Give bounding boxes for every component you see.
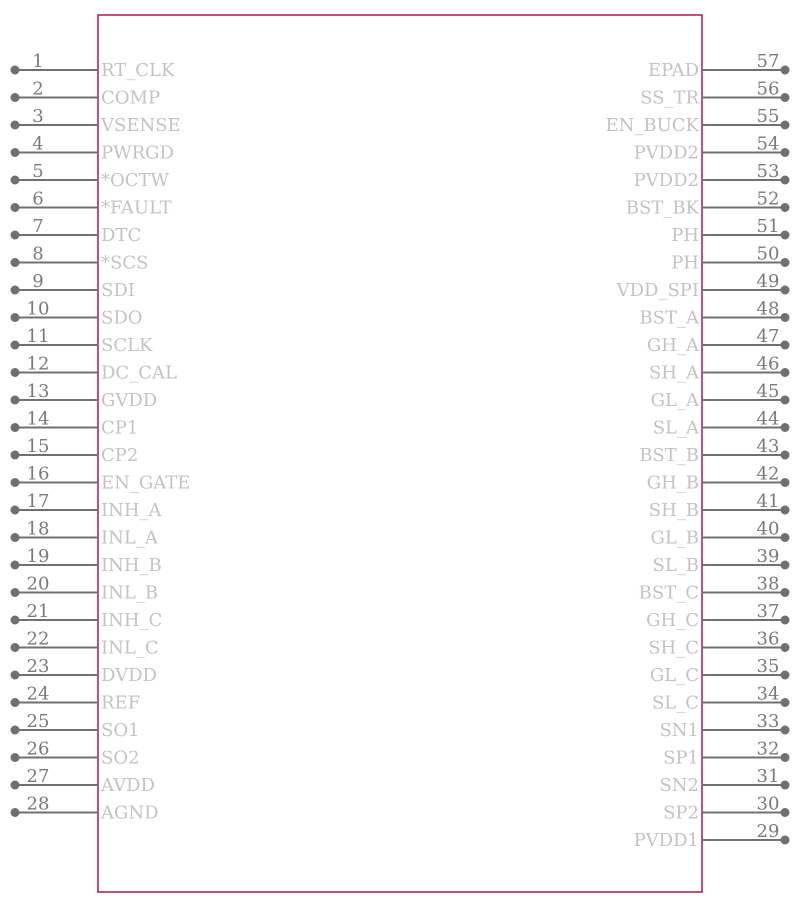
pin-25 (11, 711, 140, 741)
pin-33 (659, 711, 789, 741)
pin-name: GL_B (650, 527, 699, 549)
pin-name: DTC (101, 225, 142, 246)
pin-number: 38 (756, 573, 780, 595)
pin-name: SL_B (652, 555, 699, 576)
pin-number: 31 (756, 766, 780, 787)
pin-number: 16 (26, 463, 50, 485)
pin-name: GL_C (649, 665, 699, 686)
pin-name: REF (101, 692, 141, 714)
pin-39 (652, 546, 789, 576)
pin-number: 49 (756, 271, 780, 292)
pin-number: 20 (26, 573, 50, 595)
pin-name: *FAULT (101, 197, 172, 219)
pin-13 (11, 381, 158, 411)
pin-name: PWRGD (101, 142, 174, 164)
pin-end-dot (11, 753, 20, 762)
pin-name: *SCS (101, 252, 149, 274)
pin-number: 29 (756, 821, 780, 842)
pin-number: 4 (32, 133, 44, 155)
pin-end-dot (11, 66, 20, 75)
pin-47 (647, 326, 790, 356)
pin-name: SCLK (101, 335, 153, 356)
pin-end-dot (11, 781, 20, 790)
pin-number: 21 (26, 601, 50, 622)
pin-name: INL_C (101, 637, 159, 659)
pin-end-dot (11, 93, 20, 102)
pin-name: GVDD (101, 390, 158, 411)
pin-16 (11, 464, 191, 494)
pin-30 (663, 794, 789, 824)
pin-name: CP2 (101, 445, 139, 466)
pin-end-dot (11, 368, 20, 377)
pin-24 (11, 684, 141, 714)
pin-name: GH_B (646, 472, 699, 494)
pin-45 (651, 381, 790, 411)
pin-name: PVDD2 (633, 170, 699, 191)
pin-name: CP1 (101, 417, 139, 439)
pin-end-dot (781, 726, 790, 735)
pin-end-dot (11, 533, 20, 542)
pin-number: 26 (26, 738, 50, 760)
pin-54 (634, 134, 790, 164)
pin-32 (663, 739, 789, 769)
pin-end-dot (781, 698, 790, 707)
pin-3 (11, 106, 181, 136)
pin-name: EPAD (647, 60, 699, 81)
pin-number: 48 (756, 298, 780, 320)
pin-43 (639, 436, 789, 466)
pin-number: 19 (26, 546, 50, 567)
pin-end-dot (11, 643, 20, 652)
pin-end-dot (781, 286, 790, 295)
pin-8 (11, 244, 149, 274)
pin-end-dot (781, 616, 790, 625)
pin-number: 25 (26, 711, 50, 732)
pin-end-dot (11, 176, 20, 185)
pin-name: PH (671, 225, 699, 246)
pin-18 (11, 519, 159, 549)
pin-10 (11, 299, 143, 329)
pin-46 (649, 354, 790, 384)
pin-23 (11, 656, 157, 686)
pin-name: COMP (101, 87, 161, 109)
pin-14 (11, 409, 139, 439)
pin-19 (11, 546, 162, 576)
pin-5 (11, 161, 170, 191)
pin-end-dot (11, 506, 20, 515)
pin-end-dot (11, 148, 20, 157)
pin-end-dot (11, 616, 20, 625)
pin-end-dot (11, 341, 20, 350)
pin-number: 14 (26, 408, 50, 430)
pin-number: 56 (756, 78, 780, 100)
pin-number: 55 (756, 106, 780, 127)
pin-26 (11, 739, 140, 769)
pin-name: AGND (101, 802, 159, 824)
pin-number: 41 (756, 491, 780, 512)
pin-number: 46 (756, 353, 780, 375)
pin-22 (11, 629, 159, 659)
pin-number: 43 (756, 436, 780, 457)
pin-number: 23 (26, 656, 50, 677)
pin-end-dot (781, 176, 790, 185)
pin-name: INH_A (101, 500, 162, 521)
pin-number: 37 (756, 601, 780, 622)
pin-name: GH_C (646, 610, 699, 631)
pin-number: 1 (32, 51, 44, 72)
pin-end-dot (781, 93, 790, 102)
pin-number: 36 (756, 628, 780, 650)
pin-number: 15 (26, 436, 50, 457)
pin-end-dot (11, 726, 20, 735)
pin-end-dot (781, 258, 790, 267)
pin-end-dot (11, 698, 20, 707)
pin-number: 27 (26, 766, 50, 787)
pin-number: 6 (32, 188, 44, 210)
left-pin-group (11, 51, 191, 824)
pin-end-dot (781, 66, 790, 75)
pin-44 (653, 409, 790, 439)
pin-name: VDD_SPI (616, 280, 699, 301)
pin-name: BST_C (638, 582, 699, 604)
pin-57 (648, 51, 790, 81)
pin-number: 33 (756, 711, 780, 732)
pin-number: 52 (756, 188, 780, 210)
pin-name: DVDD (101, 665, 157, 686)
pin-end-dot (781, 478, 790, 487)
pin-number: 44 (756, 408, 780, 430)
pin-end-dot (11, 588, 20, 597)
pin-number: 7 (32, 216, 44, 237)
pin-end-dot (11, 396, 20, 405)
pin-number: 18 (26, 518, 50, 540)
pin-number: 3 (32, 106, 44, 127)
pin-number: 5 (32, 161, 44, 182)
pin-7 (11, 216, 142, 246)
pin-name: SL_C (651, 692, 699, 714)
pin-end-dot (781, 148, 790, 157)
pin-name: SL_A (652, 417, 699, 439)
pin-37 (646, 601, 789, 631)
pin-number: 34 (756, 683, 780, 705)
pin-name: INL_A (101, 527, 158, 549)
pin-end-dot (11, 808, 20, 817)
pin-56 (640, 79, 789, 109)
pin-number: 28 (26, 793, 50, 815)
pin-name: VSENSE (101, 115, 181, 136)
pin-end-dot (781, 396, 790, 405)
pin-number: 9 (32, 271, 44, 292)
pin-27 (11, 766, 155, 796)
pin-number: 53 (756, 161, 780, 182)
pin-20 (11, 574, 159, 604)
pin-name: SP2 (663, 802, 699, 824)
pin-end-dot (781, 313, 790, 322)
pin-48 (639, 299, 789, 329)
pin-number: 13 (26, 381, 50, 402)
pin-name: SP1 (663, 747, 699, 769)
pin-end-dot (11, 451, 20, 460)
pin-42 (647, 464, 790, 494)
pin-end-dot (781, 423, 790, 432)
pin-end-dot (781, 671, 790, 680)
pin-end-dot (781, 203, 790, 212)
pin-end-dot (11, 561, 20, 570)
pin-35 (650, 656, 790, 686)
pin-55 (605, 106, 789, 136)
pin-end-dot (11, 121, 20, 130)
pin-number: 10 (26, 298, 50, 320)
pin-9 (11, 271, 135, 301)
pin-end-dot (781, 231, 790, 240)
pin-number: 51 (756, 216, 780, 237)
pin-name: PVDD1 (633, 830, 699, 851)
pin-end-dot (11, 286, 20, 295)
pin-end-dot (781, 368, 790, 377)
pin-6 (11, 189, 172, 219)
pin-name: EN_BUCK (605, 115, 699, 136)
pin-name: GL_A (650, 390, 699, 411)
pin-name: PH (671, 252, 699, 274)
pin-name: SH_A (648, 362, 699, 384)
pin-name: INH_C (101, 610, 163, 631)
pin-end-dot (11, 258, 20, 267)
pin-name: DC_CAL (101, 362, 177, 384)
pin-name: EN_GATE (101, 472, 191, 494)
pin-name: SDO (101, 307, 143, 329)
pin-number: 12 (26, 353, 50, 375)
pin-name: SH_C (648, 637, 699, 659)
pin-end-dot (781, 781, 790, 790)
pin-end-dot (11, 313, 20, 322)
pin-name: SO2 (101, 747, 140, 769)
pin-52 (626, 189, 790, 219)
pin-end-dot (781, 561, 790, 570)
pin-end-dot (781, 836, 790, 845)
pin-name: SN2 (659, 775, 699, 796)
pin-name: BST_BK (625, 197, 699, 219)
pin-number: 22 (26, 628, 50, 650)
pin-17 (11, 491, 163, 521)
pin-end-dot (781, 451, 790, 460)
pin-number: 40 (756, 518, 780, 540)
pin-end-dot (781, 588, 790, 597)
pin-41 (649, 491, 790, 521)
pin-number: 39 (756, 546, 780, 567)
pin-31 (659, 766, 789, 796)
right-pin-group (605, 51, 789, 851)
pin-name: AVDD (101, 775, 155, 796)
pin-name: SH_B (648, 500, 699, 521)
pin-number: 54 (756, 133, 780, 155)
pin-name: SDI (101, 280, 135, 301)
pin-name: GH_A (646, 335, 699, 356)
pin-name: PVDD2 (633, 142, 699, 164)
pin-36 (648, 629, 789, 659)
pin-number: 11 (26, 326, 50, 347)
pin-end-dot (11, 203, 20, 212)
pin-number: 57 (756, 51, 780, 72)
pin-number: 35 (756, 656, 780, 677)
pin-name: INL_B (101, 582, 159, 604)
pin-34 (652, 684, 790, 714)
pin-number: 50 (756, 243, 780, 265)
pin-number: 30 (756, 793, 780, 815)
pin-28 (11, 794, 159, 824)
pin-name: BST_A (639, 307, 699, 329)
pin-4 (11, 134, 174, 164)
pin-number: 2 (32, 78, 44, 100)
pin-end-dot (11, 478, 20, 487)
pin-38 (639, 574, 790, 604)
pin-name: SS_TR (640, 87, 699, 109)
pin-name: RT_CLK (101, 60, 175, 81)
pin-12 (11, 354, 177, 384)
pin-end-dot (781, 533, 790, 542)
pin-name: BST_B (639, 445, 699, 466)
pin-name: SN1 (659, 720, 699, 741)
pin-end-dot (11, 671, 20, 680)
pin-50 (671, 244, 789, 274)
pin-53 (634, 161, 790, 191)
pin-15 (11, 436, 139, 466)
pin-number: 45 (756, 381, 780, 402)
pin-end-dot (11, 423, 20, 432)
pin-end-dot (781, 341, 790, 350)
pin-end-dot (781, 808, 790, 817)
pin-number: 8 (32, 243, 44, 265)
pin-name: SO1 (101, 720, 140, 741)
pin-end-dot (781, 121, 790, 130)
pin-11 (11, 326, 154, 356)
pin-number: 17 (26, 491, 50, 512)
pin-end-dot (781, 506, 790, 515)
pin-number: 32 (756, 738, 780, 760)
pin-end-dot (11, 231, 20, 240)
pin-number: 42 (756, 463, 780, 485)
pin-end-dot (781, 643, 790, 652)
pin-end-dot (781, 753, 790, 762)
pin-21 (11, 601, 163, 631)
pin-number: 24 (26, 683, 50, 705)
pin-number: 47 (756, 326, 780, 347)
pin-name: *OCTW (101, 170, 170, 191)
pin-29 (634, 821, 790, 851)
pin-name: INH_B (101, 555, 162, 576)
pin-2 (11, 79, 161, 109)
ic-body (98, 15, 702, 892)
pin-1 (11, 51, 175, 81)
pin-51 (671, 216, 789, 246)
pin-40 (650, 519, 789, 549)
